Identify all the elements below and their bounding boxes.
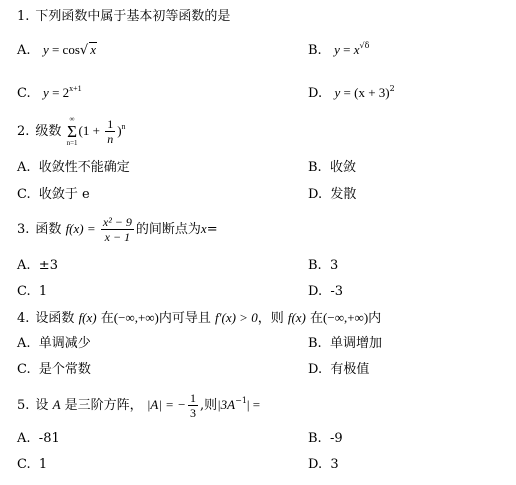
- math-text: (1 +: [78, 123, 104, 138]
- q2-option-d: [308, 188, 356, 201]
- option-label: D.: [308, 457, 323, 472]
- stem-text: 下列函数中属于基本初等函数的是: [35, 9, 231, 24]
- sigma-icon: Σ: [67, 122, 77, 141]
- option-text: 单调减少: [38, 336, 91, 351]
- q3-option-c: [17, 285, 47, 298]
- option-text: -81: [38, 431, 60, 446]
- option-text: -3: [330, 284, 344, 299]
- math-text: | =: [246, 397, 261, 412]
- q1-option-a: [17, 42, 97, 57]
- math-var: x: [200, 221, 207, 236]
- option-text: 是个常数: [38, 362, 91, 377]
- math-var: y: [42, 42, 49, 57]
- option-label: B.: [308, 43, 322, 58]
- option-label: B.: [308, 258, 322, 273]
- option-text: 收敛: [329, 160, 356, 175]
- option-label: D.: [308, 86, 323, 101]
- option-label: A.: [17, 336, 31, 351]
- option-text: 3: [329, 258, 339, 273]
- radical-sign: √: [79, 43, 89, 58]
- q5-option-b: [308, 432, 343, 445]
- stem-text: ,则: [199, 398, 218, 413]
- math-var: y: [334, 42, 340, 57]
- math-interval: (−∞,+∞): [323, 310, 369, 325]
- stem-text: 设: [35, 398, 49, 413]
- stem-text: 的间断点为: [135, 222, 201, 237]
- option-label: D.: [308, 284, 323, 299]
- q3-option-d: [308, 285, 343, 298]
- sum-lower: n=1: [66, 139, 78, 147]
- option-text: 单调增加: [329, 336, 382, 351]
- question-3-stem: [17, 216, 218, 243]
- denominator: x − 1: [104, 230, 131, 244]
- question-number: 4.: [17, 311, 30, 326]
- option-text: 1: [38, 284, 48, 299]
- math-var: x: [353, 42, 360, 57]
- option-label: A.: [17, 43, 31, 58]
- option-label: C.: [17, 187, 31, 202]
- math-expr: f′(x) > 0: [215, 310, 258, 325]
- option-label: A.: [17, 258, 31, 273]
- option-label: B.: [308, 336, 322, 351]
- numerator: x² − 9: [102, 215, 132, 229]
- denominator: n: [107, 132, 114, 146]
- stem-text: 函数: [35, 222, 62, 237]
- exponent: −1: [235, 396, 247, 405]
- q2-option-c: [17, 188, 90, 201]
- q4-option-a: [17, 337, 91, 350]
- option-label: D.: [308, 362, 323, 377]
- question-number: 3.: [17, 222, 30, 237]
- option-text: ±3: [38, 258, 58, 273]
- q3-option-b: [308, 259, 338, 272]
- math-text: =: [339, 42, 354, 57]
- q5-option-d: [308, 458, 339, 471]
- math-expr: f(x): [78, 310, 97, 325]
- sum-upper: ∞: [69, 115, 75, 123]
- q1-option-c: [17, 85, 82, 100]
- option-text: -9: [329, 431, 343, 446]
- question-1-stem: [17, 10, 230, 23]
- stem-text: 是三阶方阵，: [64, 398, 143, 413]
- q2-option-a: [17, 161, 130, 174]
- option-label: A.: [17, 160, 31, 175]
- option-label: C.: [17, 362, 31, 377]
- stem-text: 在: [100, 311, 114, 326]
- stem-text: ，则: [257, 311, 284, 326]
- option-label: A.: [17, 431, 31, 446]
- option-label: B.: [308, 160, 322, 175]
- exponent: 2: [389, 84, 395, 93]
- q4-option-d: [308, 363, 369, 376]
- fraction: [101, 216, 134, 243]
- option-text: 3: [330, 457, 339, 472]
- exponent: n: [121, 122, 126, 131]
- question-4-stem: [17, 311, 381, 325]
- numerator: 1: [189, 391, 196, 405]
- math-expr: f(x): [287, 310, 306, 325]
- math-var: y: [334, 85, 341, 100]
- summation: [67, 116, 78, 147]
- q1-option-b: [308, 42, 369, 57]
- option-text: 收敛性不能确定: [38, 160, 130, 175]
- option-text: 收敛于 e: [38, 187, 90, 202]
- denominator: 3: [189, 406, 196, 420]
- question-number: 1.: [17, 9, 30, 24]
- math-interval: (−∞,+∞): [113, 310, 159, 325]
- question-number: 2.: [17, 124, 30, 139]
- fraction: [188, 392, 198, 419]
- q4-option-b: [308, 337, 382, 350]
- q2-option-b: [308, 161, 356, 174]
- math-text: = 2: [48, 85, 70, 100]
- stem-text: 级数: [35, 124, 62, 139]
- exponent: √δ: [359, 41, 370, 50]
- option-label: C.: [17, 457, 31, 472]
- math-text: =: [206, 222, 218, 237]
- q3-option-a: [17, 259, 58, 272]
- option-text: 有极值: [330, 362, 370, 377]
- option-text: 发散: [330, 187, 357, 202]
- math-expr: |A| = −: [146, 397, 186, 412]
- radicand: x: [90, 42, 96, 57]
- stem-text: 内: [368, 311, 382, 326]
- math-expr: f(x) =: [65, 221, 99, 236]
- math-var: y: [43, 85, 49, 100]
- q5-option-a: [17, 432, 60, 445]
- stem-text: 设函数: [35, 311, 75, 326]
- option-label: C.: [17, 86, 31, 101]
- math-text: ): [117, 123, 122, 138]
- math-var: A: [52, 397, 61, 412]
- option-label: B.: [308, 431, 322, 446]
- q5-option-c: [17, 458, 47, 471]
- q1-option-d: [308, 85, 395, 100]
- question-number: 5.: [17, 398, 30, 413]
- math-expr: |3A: [217, 397, 236, 412]
- math-text: = cos: [48, 42, 80, 57]
- option-label: D.: [308, 187, 323, 202]
- stem-text: 内可导且: [158, 311, 211, 326]
- question-5-stem: [17, 392, 260, 419]
- fraction: [105, 118, 115, 145]
- numerator: 1: [107, 117, 114, 131]
- q4-option-c: [17, 363, 91, 376]
- math-text: = (x + 3): [340, 85, 390, 100]
- exponent: x+1: [69, 84, 82, 93]
- option-text: 1: [38, 457, 48, 472]
- question-2-stem: [17, 116, 126, 147]
- stem-text: 在: [310, 311, 324, 326]
- option-label: C.: [17, 284, 31, 299]
